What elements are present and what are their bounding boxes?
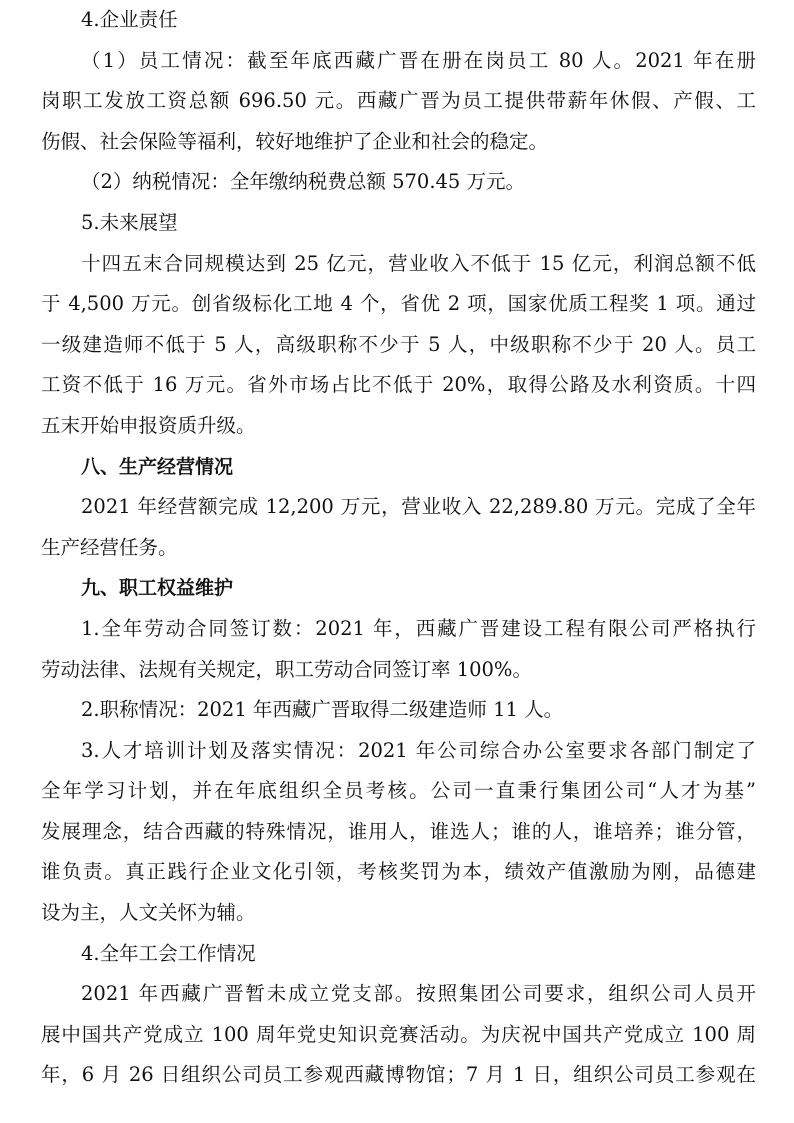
text-line: 五末开始申报资质升级。 <box>41 413 256 437</box>
text-line: 3.人才培训计划及落实情况：2021 年公司综合办公室要求各部门制定了 <box>81 738 756 762</box>
text-line: 4.企业责任 <box>81 8 178 31</box>
text-line: 谁负责。真正践行企业文化引领，考核奖罚为本，绩效产值激励为刚，品德建 <box>41 860 756 884</box>
text-line: 劳动法律、法规有关规定，职工劳动合同签订率 100%。 <box>41 657 532 681</box>
section-heading: 八、生产经营情况 <box>81 455 234 478</box>
text-line: 十四五末合同规模达到 25 亿元，营业收入不低于 15 亿元，利润总额不低 <box>81 251 756 275</box>
text-line: 1.全年劳动合同签订数：2021 年，西藏广晋建设工程有限公司严格执行 <box>81 616 756 640</box>
text-line: 2021 年经营额完成 12,200 万元，营业收入 22,289.80 万元。完成了全年 <box>81 495 756 519</box>
text-line: 工资不低于 16 万元。省外市场占比不低于 20%，取得公路及水利资质。十四 <box>41 373 756 397</box>
text-line: 岗职工发放工资总额 696.50 元。西藏广晋为员工提供带薪年休假、产假、工 <box>41 89 756 113</box>
text-line: 2021 年西藏广晋暂未成立党支部。按照集团公司要求，组织公司人员开 <box>81 982 756 1006</box>
text-line: 5.未来展望 <box>81 210 178 234</box>
text-line: 于 4,500 万元。创省级标化工地 4 个，省优 2 项，国家优质工程奖 1 项。通过 <box>41 292 756 316</box>
text-line: 年，6 月 26 日组织公司员工参观西藏博物馆；7 月 1 日，组织公司员工参观在 <box>41 1063 756 1087</box>
text-line: （1）员工情况：截至年底西藏广晋在册在岗员工 80 人。2021 年在册 <box>81 48 756 72</box>
text-line: 设为主，人文关怀为辅。 <box>41 901 256 925</box>
text-line: 发展理念，结合西藏的特殊情况，谁用人，谁选人；谁的人，谁培养；谁分管， <box>41 819 756 843</box>
text-line: （2）纳税情况：全年缴纳税费总额 570.45 万元。 <box>81 170 526 194</box>
text-line: 2.职称情况：2021 年西藏广晋取得二级建造师 11 人。 <box>81 698 564 722</box>
text-line: 全年学习计划，并在年底组织全员考核。公司一直秉行集团公司“人才为基” <box>41 779 756 803</box>
text-line: 4.全年工会工作情况 <box>81 941 256 965</box>
text-line: 展中国共产党成立 100 周年党史知识竞赛活动。为庆祝中国共产党成立 100 周 <box>41 1022 756 1046</box>
document-page <box>41 0 756 1096</box>
text-line: 生产经营任务。 <box>41 535 178 559</box>
section-heading: 九、职工权益维护 <box>81 577 234 600</box>
text-line: 伤假、社会保险等福利，较好地维护了企业和社会的稳定。 <box>41 129 549 153</box>
text-line: 一级建造师不低于 5 人，高级职称不少于 5 人，中级职称不少于 20 人。员工 <box>41 332 756 356</box>
